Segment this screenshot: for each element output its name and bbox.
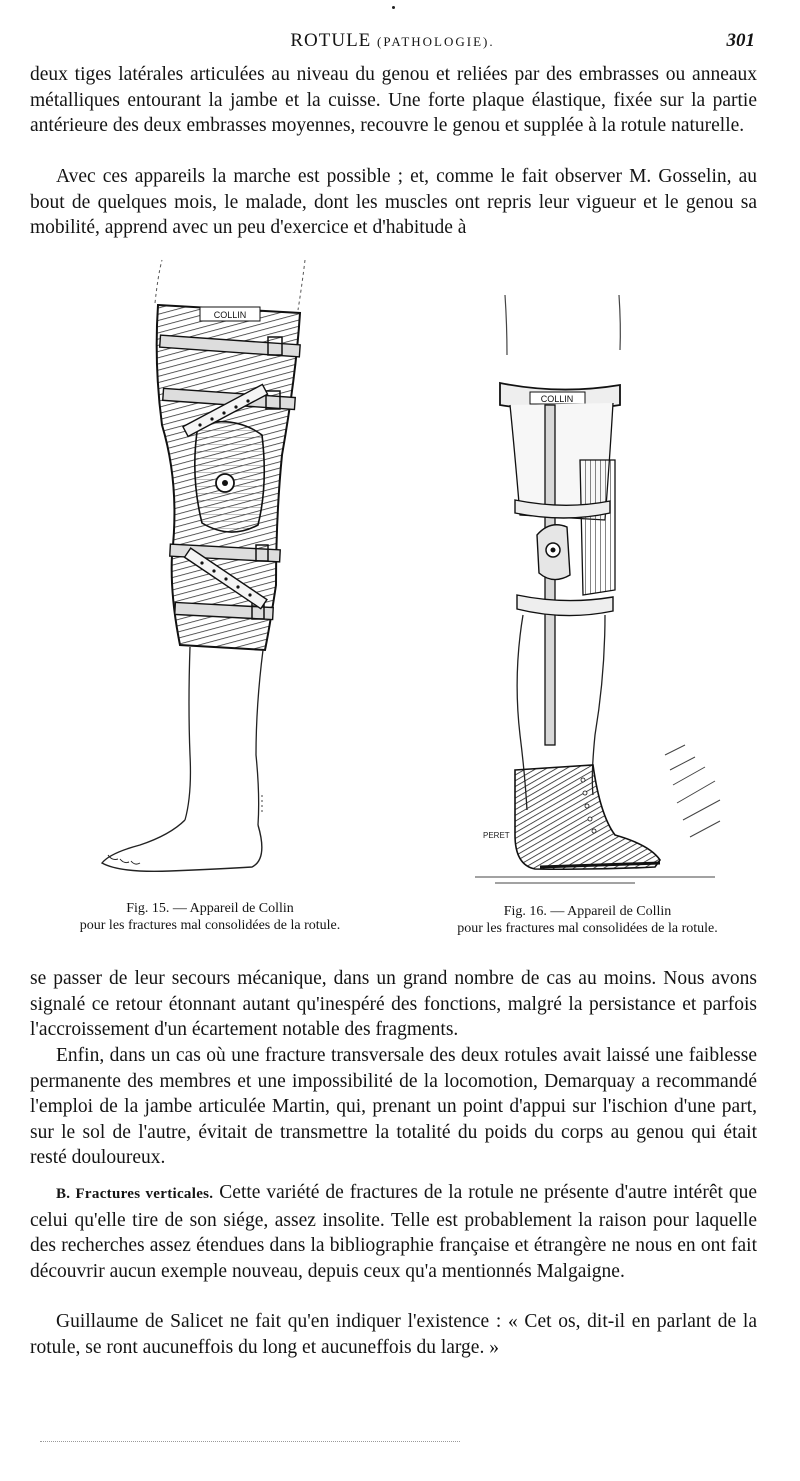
page-number: 301 bbox=[726, 30, 755, 51]
running-head-subtitle: (PATHOLOGIE). bbox=[377, 34, 495, 49]
page-header bbox=[30, 30, 755, 56]
running-head-title: ROTULE bbox=[290, 30, 372, 51]
engraved-label-fig15: COLLIN bbox=[213, 310, 247, 320]
figure-16-caption-line1: Fig. 16. — Appareil de Collin bbox=[503, 904, 672, 919]
engraved-label-fig16: COLLIN bbox=[540, 394, 574, 404]
section-lead-fractures-verticales: B. Fractures verticales. bbox=[56, 1186, 214, 1202]
knee-brace-engraving-fig16 bbox=[415, 255, 760, 895]
figure-15-caption bbox=[25, 900, 395, 934]
paragraph-5-body: Cette variété de fractures de la rotule ne présente d'autre intérêt que celui qu'elle tire de son siége, assez insolite. Telle est probablement la raison pour laquelle des recherches assez étendues dans la bibliographie française et étrangère ne nous en ont fait découvrir aucun exemple nouveau, depuis ceux qu'a mentionnés Malgaigne. bbox=[30, 1182, 757, 1282]
running-head bbox=[30, 30, 755, 52]
figure-16-illustration bbox=[415, 255, 760, 895]
knee-brace-engraving-fig15 bbox=[30, 255, 400, 895]
engraver-signature: PERET bbox=[483, 831, 510, 840]
paragraph-6: Guillaume de Salicet ne fait qu'en indiquer l'existence : « Cet os, dit-il en parlant de la rotule, se ront aucuneffois du long et aucuneffois du large. » bbox=[30, 1311, 757, 1358]
figure-16-caption bbox=[405, 903, 770, 937]
paragraph-4: Enfin, dans un cas où une fracture transversale des deux rotules avait laissé une faiblesse permanente des membres et une impossibilité de la locomotion, Demarquay a recommandé l'emploi de la jambe articulée Martin, qui, prenant un point d'appui sur l'ischion d'une part, sur le sol de l'autre, évitait de transmettre la totalité du poids du corps au genou qui était resté douloureux. bbox=[30, 1045, 757, 1168]
paragraph-3: se passer de leur secours mécanique, dans un grand nombre de cas au moins. Nous avons signalé ce retour étonnant autant qu'inespéré des fonctions, malgré la persistance et parfois l'accroissement d'un écartement notable des fragments. bbox=[30, 968, 757, 1040]
paragraph-1: deux tiges latérales articulées au niveau du genou et reliées par des embrasses ou anneaux métalliques entourant la jambe et la cuisse. Une forte plaque élastique, fixée sur la partie antérieure des deux embrasses moyennes, recouvre le genou et supplée à la rotule naturelle. bbox=[30, 64, 757, 136]
ink-dot bbox=[392, 6, 395, 9]
figure-15-caption-line1: Fig. 15. — Appareil de Collin bbox=[126, 901, 294, 916]
figure-15-illustration bbox=[30, 255, 400, 895]
figure-15-caption-line2: pour les fractures mal consolidées de la rotule. bbox=[79, 918, 341, 933]
paragraph-2: Avec ces appareils la marche est possible ; et, comme le fait observer M. Gosselin, au bout de quelques mois, le malade, dont les muscles ont repris leur vigueur et le genou sa mobilité, apprend avec un peu d'exercice et d'habitude à bbox=[30, 166, 757, 238]
figure-16-caption-line2: pour les fractures mal consolidées de la rotule. bbox=[457, 921, 718, 936]
footer-dotted-rule bbox=[40, 1441, 460, 1442]
paragraph-5 bbox=[30, 1180, 757, 1284]
